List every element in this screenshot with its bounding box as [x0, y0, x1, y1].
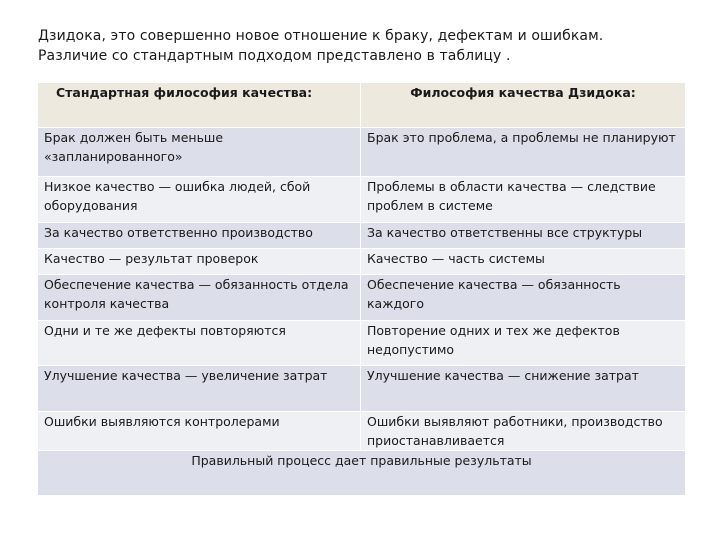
- intro-line-1: Дзидока, это совершенно новое отношение к браку, дефектам и ошибкам.: [38, 28, 604, 44]
- cell-standard: Обеспечение качества — обязанность отдела контроля качества: [38, 275, 361, 321]
- intro-text: [38, 26, 698, 66]
- comparison-table: [37, 82, 686, 496]
- table-footer-conclusion: Правильный процесс дает правильные результаты: [38, 451, 686, 496]
- header-jidoka-philosophy: Философия качества Дзидока:: [361, 83, 686, 128]
- cell-jidoka: Брак это проблема, а проблемы не планируют: [361, 128, 686, 177]
- table-row: [38, 128, 686, 177]
- intro-line-2: Различие со стандартным подходом представлено в таблицу .: [38, 48, 511, 64]
- cell-jidoka: Ошибки выявляют работники, производство приостанавливается: [361, 412, 686, 451]
- table-header-row: [38, 83, 686, 128]
- cell-jidoka: Обеспечение качества — обязанность каждого: [361, 275, 686, 321]
- table-row: [38, 275, 686, 321]
- cell-standard: Улучшение качества — увеличение затрат: [38, 366, 361, 412]
- cell-standard: Одни и те же дефекты повторяются: [38, 321, 361, 366]
- cell-jidoka: За качество ответственны все структуры: [361, 223, 686, 249]
- cell-jidoka: Улучшение качества — снижение затрат: [361, 366, 686, 412]
- table-row: [38, 412, 686, 451]
- table-row: [38, 321, 686, 366]
- cell-standard: Качество — результат проверок: [38, 249, 361, 275]
- cell-standard: За качество ответственно производство: [38, 223, 361, 249]
- cell-standard: Ошибки выявляются контролерами: [38, 412, 361, 451]
- cell-jidoka: Качество — часть системы: [361, 249, 686, 275]
- cell-standard: Брак должен быть меньше «запланированного»: [38, 128, 361, 177]
- cell-jidoka: Проблемы в области качества — следствие проблем в системе: [361, 177, 686, 223]
- table-row: [38, 223, 686, 249]
- table-row: [38, 177, 686, 223]
- table-row: [38, 249, 686, 275]
- header-standard-philosophy: Стандартная философия качества:: [38, 83, 361, 128]
- cell-jidoka: Повторение одних и тех же дефектов недопустимо: [361, 321, 686, 366]
- table-row: [38, 366, 686, 412]
- cell-standard: Низкое качество — ошибка людей, сбой оборудования: [38, 177, 361, 223]
- table-footer-row: [38, 451, 686, 496]
